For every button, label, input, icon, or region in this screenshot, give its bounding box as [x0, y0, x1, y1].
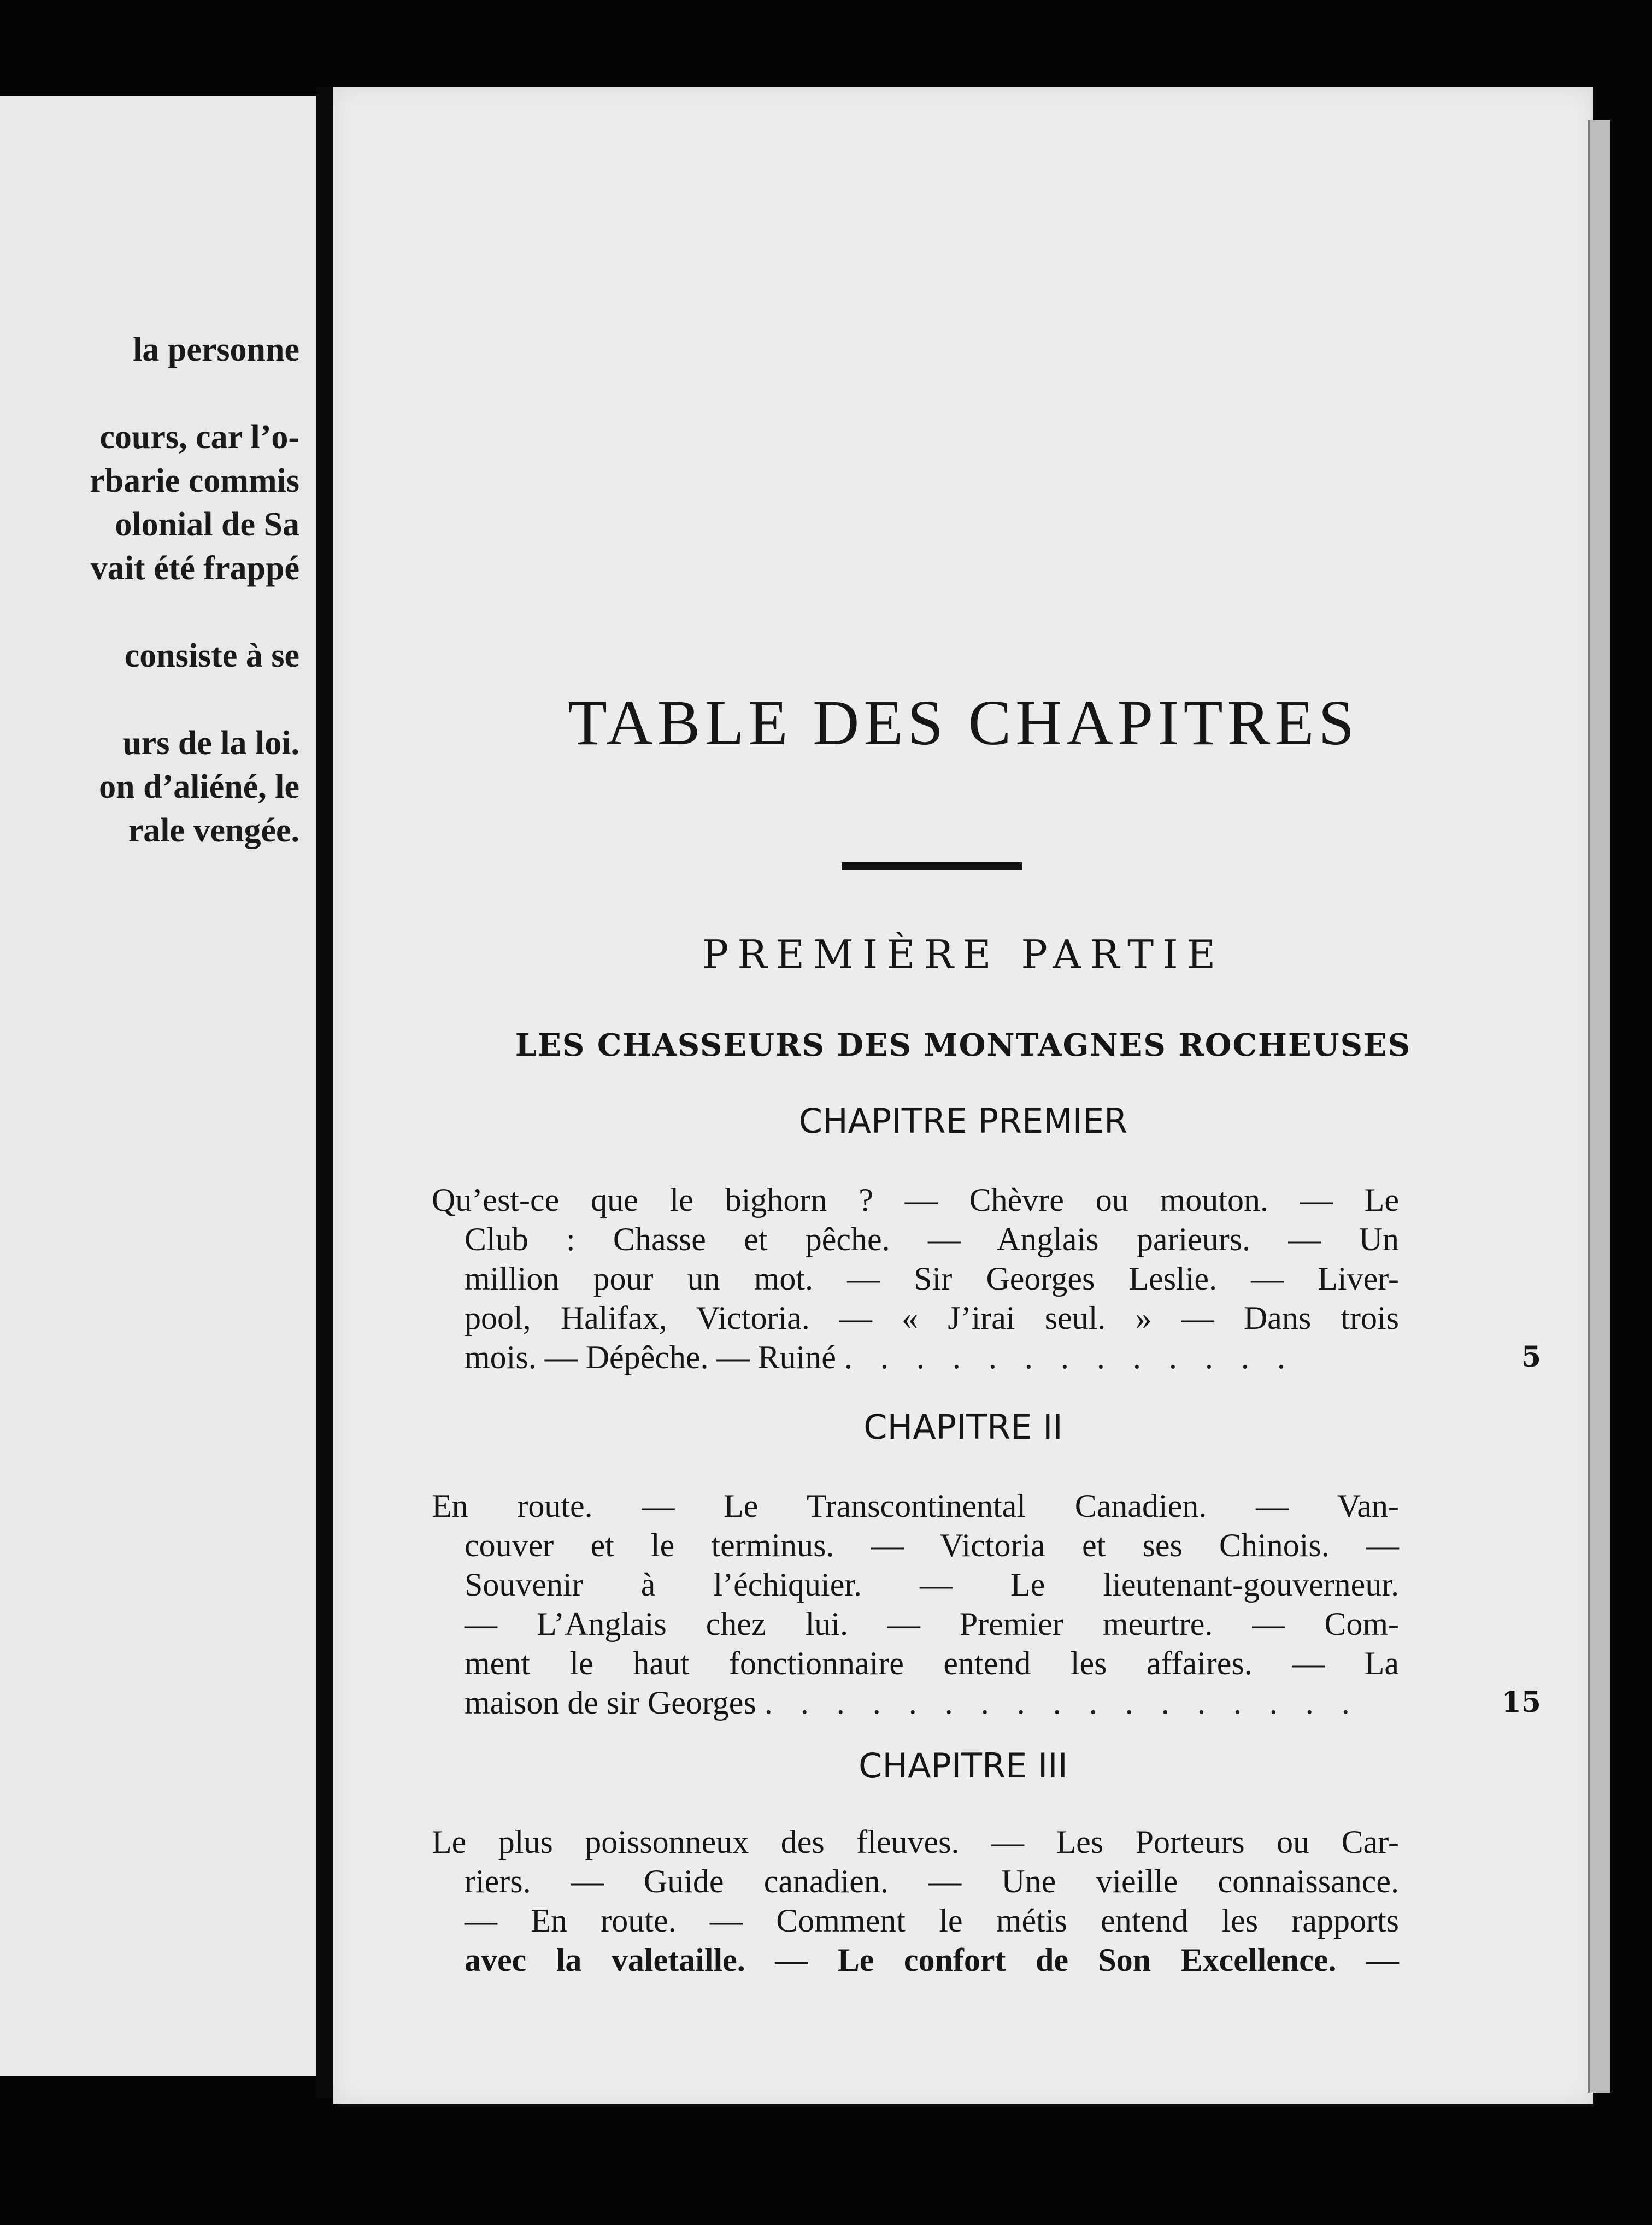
previous-page-line: on d’aliéné, le [99, 768, 299, 805]
summary-line: Qu’est-ce que le bighorn ? — Chèvre ou mouton. — Le [432, 1182, 1399, 1218]
previous-page [0, 96, 316, 2076]
table-of-contents-page [333, 87, 1593, 2104]
summary-line: avec la valetaille. — Le confort de Son Excellence. — [465, 1942, 1399, 1978]
chapter-heading: CHAPITRE III [859, 1746, 1068, 1786]
previous-page-line: rbarie commis [90, 462, 299, 499]
summary-line: — En route. — Comment le métis entend les rapports [465, 1903, 1399, 1939]
previous-page-line: urs de la loi. [122, 725, 299, 762]
summary-line: Le plus poissonneux des fleuves. — Les Porteurs ou Car- [432, 1824, 1399, 1860]
part-heading: PREMIÈRE PARTIE [702, 932, 1225, 978]
summary-line-last: maison de sir Georges . . . . . . . . . . . . . . . . . 15 [432, 1683, 1552, 1722]
chapter-heading: CHAPITRE PREMIER [798, 1101, 1128, 1141]
chapter-summary [432, 1180, 1552, 1377]
previous-page-line: rale vengée. [128, 812, 299, 849]
chapter-summary [432, 1822, 1552, 1980]
summary-line-last: mois. — Dépêche. — Ruiné . . . . . . . . . . . . . 5 [432, 1338, 1552, 1377]
leader-dots: . . . . . . . . . . . . . . . . . [764, 1685, 1360, 1721]
part-subtitle: LES CHASSEURS DES MONTAGNES ROCHEUSES [515, 1027, 1412, 1063]
summary-line: pool, Halifax, Victoria. — « J’irai seul. » — Dans trois [465, 1300, 1399, 1336]
title-divider [842, 862, 1022, 870]
page-edge [1588, 120, 1610, 2093]
page-number: 5 [1521, 1340, 1541, 1374]
previous-page-line: la personne [133, 331, 299, 368]
summary-line: ment le haut fonctionnaire entend les affaires. — La [465, 1645, 1399, 1681]
previous-page-line: olonial de Sa [115, 506, 299, 543]
previous-page-line: cours, car l’o- [99, 419, 299, 456]
previous-page-line: vait été frappé [90, 550, 299, 587]
page-number: 15 [1501, 1686, 1541, 1719]
chapter-heading: CHAPITRE II [863, 1407, 1063, 1447]
summary-line: En route. — Le Transcontinental Canadien. — Van- [432, 1488, 1399, 1524]
summary-line: couver et le terminus. — Victoria et ses Chinois. — [465, 1527, 1399, 1563]
summary-line: million pour un mot. — Sir Georges Leslie. — Liver- [465, 1261, 1399, 1297]
summary-line: Souvenir à l’échiquier. — Le lieutenant-gouverneur. [465, 1567, 1399, 1603]
previous-page-line: consiste à se [124, 637, 299, 674]
chapter-summary [432, 1486, 1552, 1722]
page-title: TABLE DES CHAPITRES [567, 687, 1359, 758]
summary-line: Club : Chasse et pêche. — Anglais parieurs. — Un [465, 1221, 1399, 1257]
summary-line: riers. — Guide canadien. — Une vieille connaissance. [465, 1863, 1399, 1899]
summary-line: — L’Anglais chez lui. — Premier meurtre. — Com- [465, 1606, 1399, 1642]
leader-dots: . . . . . . . . . . . . . [844, 1339, 1295, 1375]
